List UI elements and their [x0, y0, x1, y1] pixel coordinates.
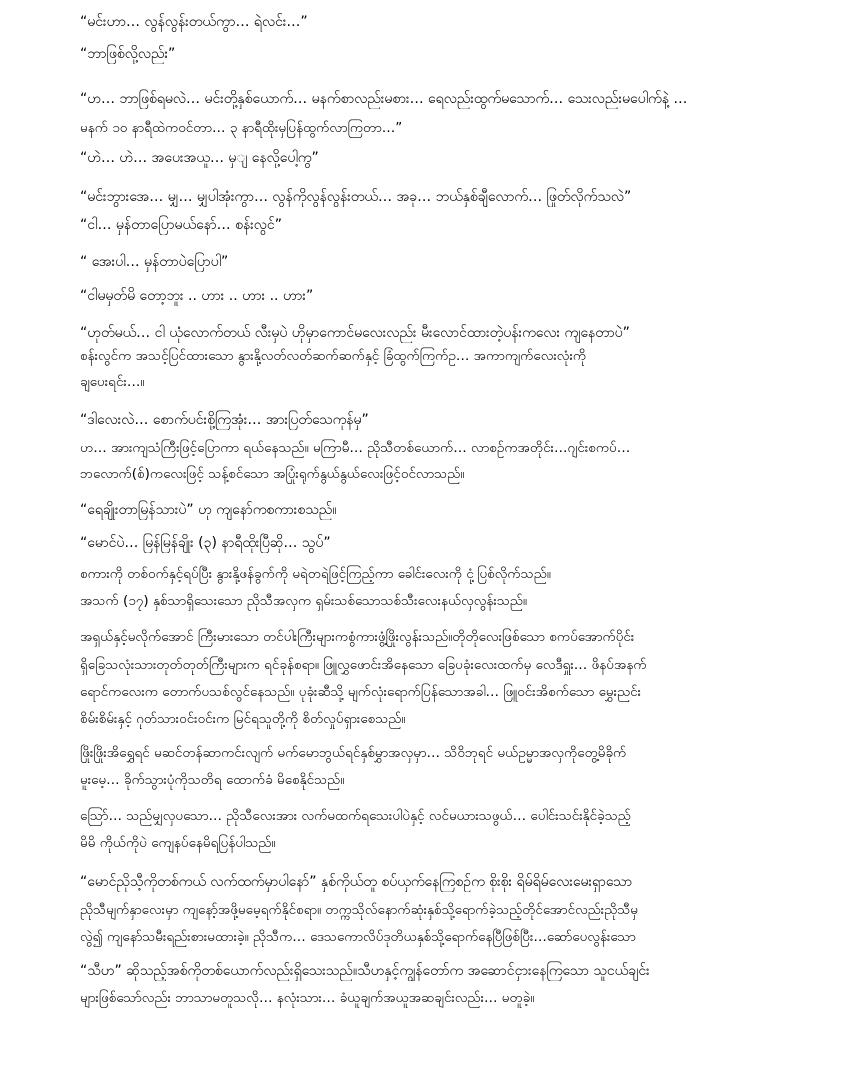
text-line: သြော်… သည်မျှလှပသော… ညိုသီလေးအား လက်မထက်ရသေးပါပဲနှင့် လင်မယားသဖွယ်… ပေါင်းသင်းနိုင်ခဲ့သည့်	[80, 808, 631, 824]
text-line: “မင်းဘွားအေ… မျှ… မျှပါအုံးကွာ… လွန်ကိုလွန်လွန်းတယ်… အခု… ဘယ်နှစ်ချီလောက်… ဖြုတ်လိုက်သလဲ”	[80, 189, 632, 205]
text-line: “ဒါလေးလဲ… စောက်ပင်းစို့ကြအုံး… အားပြတ်သေကုန်မှ”	[80, 412, 369, 428]
text-line: “ငါ… မှန်တာပြောမယ်နော်… စန်းလွင်”	[80, 217, 282, 233]
text-line: “မင်းဟာ… လွန်လွန်းတယ်ကွာ… ရဲလင်း…”	[80, 14, 308, 30]
text-line: လွဲ၍ ကျနော်သမီးရည်းစားမထားခဲ့။ ညိုသီက… ဒေသကောလိပ်ဒုတိယနှစ်သို့ရောက်နေပြီဖြစ်ပြီး…ဆော်ပေလွန်းသော	[80, 929, 636, 945]
text-line: “ဟဲ… ဟဲ… အပေးအယူ… မှျ နေလို့ပေါ့ကွ”	[80, 150, 319, 166]
text-line: ချပေးရင်း…။	[80, 374, 145, 390]
text-line: များဖြစ်သော်လည်း ဘာသာမတူသလို… နလုံးသား… ခံယူချက်အယူအဆချင်းလည်း… မတူခဲ့။	[80, 990, 535, 1006]
text-line: “ဘာဖြစ်လို့လည်း”	[80, 46, 176, 62]
text-line: “မောင်ပဲ… မြန်မြန်ချိုး (၃) နာရီထိုးပြီဆို… သွပ်”	[80, 535, 331, 551]
text-line: မနက် ၁၀ နာရီထဲကဝင်တာ… ၃ နာရီထိုးမှပြန်ထွက်လာကြတာ…”	[80, 120, 403, 136]
text-line: “ အေးပါ… မှန်တာပဲပြောပါ”	[80, 254, 229, 270]
text-line: ဘလောက်(စ်)ကလေးဖြင့် သန့်စင်သော အပြုံးရုက်နွယ်နွယ်လေးဖြင့်ဝင်လာသည်။	[80, 466, 465, 482]
text-line: ရောင်ကလေးက တောက်ပသစ်လွင်နေသည်။ ပုခုံးဆီသို့ မျက်လုံးရောက်ပြန်သောအခါ… ဖြူဝင်းအိစက်သော မွှေးညင်း	[80, 684, 642, 700]
text-line: မူးမေ့… ခိုက်သွားပုံကိုသတိရ ထောက်ခံ မိစေနိုင်သည်။	[80, 772, 345, 788]
text-line: ညိုသီမျက်နှာလေးမှာ ကျနော့်အဖို့မမေ့ရက်နိုင်စရာ။ တက္ကသိုလ်နောက်ဆုံးနှစ်သို့ရောက်ခဲ့သည့်တိုင်အောင်လည်းညိုသီမှ	[80, 902, 639, 918]
text-line: အရှယ်နှင့်မလိုက်အောင် ကြီးမားသော တင်ပါးကြီးများကစွံကားဖွံ့ဖြိုးလွန်းသည်။တိုတိုလေးဖြစ်သော စကပ်အောက်ပိုင်း	[80, 629, 635, 645]
text-line: ဟ… အားကျသံကြီးဖြင့်ပြောကာ ရယ်နေသည်။ မကြာမီ… ညိုသီတစ်ယောက်… လာစဉ်ကအတိုင်း…ဂျင်းစကပ်…	[80, 440, 631, 456]
text-line: ဖြိုးဖြိုးအိရွှေရင် မဆင်တန်ဆာကင်းလျက် မက်မောဘွယ်ရင်နှစ်မွှာအလှမှာ… သိဝိဘုရင် မယ်ဥမ္မာအလှကိုတွေ့မိခိုက်	[80, 745, 627, 761]
text-line: “မောင်ညိုသီ့ကိုတစ်ကယ် လက်ထက်မှာပါနော်” နှစ်ကိုယ်တူ စပ်ယှက်နေကြစဉ်က စိုးစိုး ရိမ်ရိမ်လေးမေးရှာသော	[80, 874, 633, 890]
text-line: မိမိ ကိုယ်ကိုပဲ ကျေနပ်နေမိရပြန်ပါသည်။	[80, 835, 276, 851]
text-line: စကားကို တစ်ဝက်နှင့်ရပ်ပြီး နွားနို့ဖန်ခွက်ကို မရဲတရဲဖြင့်ကြည့်ကာ ခေါင်းလေးကို ငုံ့ပြစ်လိုက်သည်။	[80, 566, 551, 582]
text-line: “ဟ… ဘာဖြစ်ရမလဲ… မင်းတို့နှစ်ယောက်… မနက်စာလည်းမစား… ရေလည်းထွက်မသောက်… သေးလည်းမပေါက်နဲ့ …	[80, 91, 688, 107]
text-line: “ငါမမှတ်မိ တော့ဘူး .. ဟား .. ဟား .. ဟား”	[80, 288, 314, 304]
text-line: “ဟုတ်မယ်… ငါ ယုံလောက်တယ် လီးမှပဲ ဟိုမှာကောင်မလေးလည်း မီးလောင်ထားတဲ့ပန်းကလေး ကျနေတာပဲ”	[80, 325, 630, 341]
text-line: “ရေချိုးတာမြန်သားပဲ” ဟု ကျနော်ကစကားစသည်။	[80, 502, 337, 518]
text-line: စန်းလွင်က အသင့်ပြင်ထားသော နွားနို့လတ်လတ်ဆက်ဆက်နှင့် ခြံထွက်ကြက်ဥ… အကာကျက်လေးလုံးကို	[80, 348, 587, 364]
text-line: စိမ်းစိမ်းနှင့် ဂုတ်သားဝင်းဝင်းက မြင်ရသူတို့ကို စိတ်လှုပ်ရှားစေသည်။	[80, 711, 406, 727]
text-line: “သီဟ” ဆိုသည့်အစ်ကိုတစ်ယောက်လည်းရှိသေးသည်။သီဟနှင့်ကျွန်တော်က အဆောင်ငှားနေကြသော သူငယ်ချင်း	[80, 963, 650, 979]
text-line: ရှိခြေသလုံးသားတုတ်တုတ်ကြီးများက ရင်ခုန်စရာ။ ဖြူလွှဖောင်းအိနေသော ခြေပခုံးလေးထက်မှ လေဒီရှူး… ဖိနပ်အနက်	[80, 657, 647, 673]
text-line: အသက် (၁၇) နှစ်သာရှိသေးသော ညိုသီအလှက ရှမ်းသစ်သောသစ်သီးလေးနယ်လှလွန်းသည်။	[80, 593, 528, 609]
